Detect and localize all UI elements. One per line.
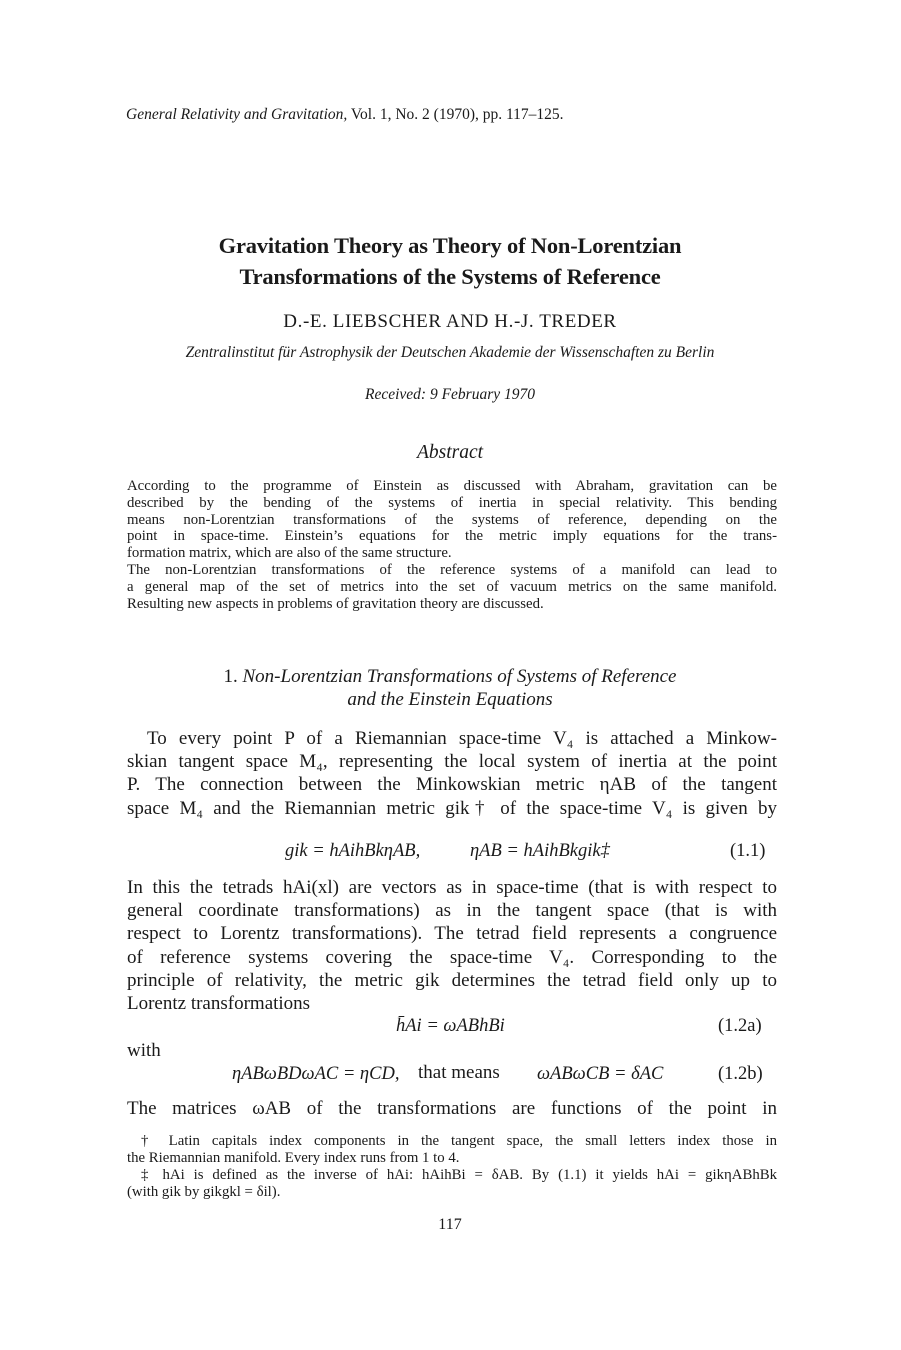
body-line: To every point P of a Riemannian space-time V₄ is attached a Minkow- [147, 728, 777, 749]
abstract-line: point in space-time. Einstein’s equations for the metric imply equations for the trans- [127, 528, 777, 545]
equation-1-1-right: ηAB = hAihBkgik‡ [470, 841, 610, 861]
body-line: Lorentz transformations [127, 992, 311, 1014]
received-value: 9 February 1970 [426, 386, 535, 403]
body-line: In this the tetrads hAi(xl) are vectors as in space-time (that is with respect to [127, 877, 777, 898]
equation-number: (1.2b) [718, 1064, 763, 1084]
journal-citation [126, 106, 564, 124]
authors: D.-E. LIEBSCHER AND H.-J. TREDER [283, 311, 617, 332]
paragraph-2 [127, 876, 777, 1015]
paragraph-3 [127, 1097, 777, 1120]
paper-title [100, 230, 800, 292]
section-title: Non-Lorentzian Transformations of Systems of Reference [242, 666, 677, 687]
body-line: P. The connection between the Minkowskian metric ηAB of the tangent [127, 774, 777, 796]
abstract-line: described by the bending of the systems of inertia in special relativity. This bending [127, 494, 777, 511]
body-line: of reference systems covering the space-time V₄. Corresponding to the [127, 946, 777, 968]
abstract-line: formation matrix, which are also of the same structure. [127, 545, 452, 562]
with-label: with [127, 1040, 161, 1061]
abstract-line: The non-Lorentzian transformations of the reference systems of a manifold can lead to [127, 561, 777, 578]
abstract-line: Resulting new aspects in problems of gravitation theory are discussed. [127, 595, 544, 612]
abstract-line: a general map of the set of metrics into the set of vacuum metrics on the same manifold. [127, 578, 777, 595]
equation-1-2a: h̄Ai = ωABhBi [396, 1016, 505, 1036]
body-line: The matrices ωAB of the transformations are functions of the point in [127, 1098, 777, 1119]
section-title-cont: and the Einstein Equations [347, 689, 553, 710]
footnote-line: (with gik by gikgkl = δil). [127, 1184, 281, 1200]
body-line: skian tangent space M₄, representing the local system of inertia at the point [127, 751, 777, 773]
equation-1-2b-left: ηABωBDωAC = ηCD, [232, 1064, 400, 1084]
equation-1-2b-right: ωABωCB = δAC [537, 1064, 664, 1084]
section-heading [100, 665, 800, 711]
footnote-line: ‡ hAi is defined as the inverse of hAi: hAihBi = δAB. By (1.1) it yields hAi = gikηABhBk [141, 1167, 777, 1183]
body-line: respect to Lorentz transformations). The tetrad field represents a congruence [127, 923, 777, 945]
title-line: Transformations of the Systems of Reference [239, 264, 661, 289]
affiliation: Zentralinstitut für Astrophysik der Deutschen Akademie der Wissenschaften zu Berlin [185, 344, 715, 361]
journal-name: General Relativity and Gravitation, [126, 106, 348, 123]
body-line: principle of relativity, the metric gik determines the tetrad field only up to [127, 969, 777, 991]
body-line: space M₄ and the Riemannian metric gik† of the space-time V₄ is given by [127, 797, 777, 819]
abstract-line: means non-Lorentzian transformations of the systems of reference, depending on the [127, 511, 777, 528]
abstract-heading: Abstract [416, 442, 484, 463]
equation-connector: that means [418, 1062, 500, 1083]
footnotes [127, 1133, 777, 1201]
abstract-line: According to the programme of Einstein as discussed with Abraham, gravitation can be [127, 478, 777, 494]
received-date [100, 386, 800, 404]
equation-1-1-left: gik = hAihBkηAB, [285, 841, 421, 861]
title-line: Gravitation Theory as Theory of Non-Lorentzian [218, 233, 682, 258]
journal-volume-info: Vol. 1, No. 2 (1970), pp. 117–125. [347, 106, 564, 123]
received-label: Received: [364, 386, 427, 403]
section-number: 1. [223, 666, 238, 687]
body-line: general coordinate transformations) as in the tangent space (that is with [127, 900, 777, 922]
abstract-text [127, 478, 777, 612]
equation-number: (1.1) [730, 841, 766, 861]
page-number: 117 [438, 1216, 462, 1233]
footnote-line: the Riemannian manifold. Every index runs from 1 to 4. [127, 1150, 460, 1166]
footnote-line: † Latin capitals index components in the tangent space, the small letters index those in [141, 1133, 777, 1149]
paragraph-1 [127, 727, 777, 820]
equation-number: (1.2a) [718, 1016, 762, 1036]
